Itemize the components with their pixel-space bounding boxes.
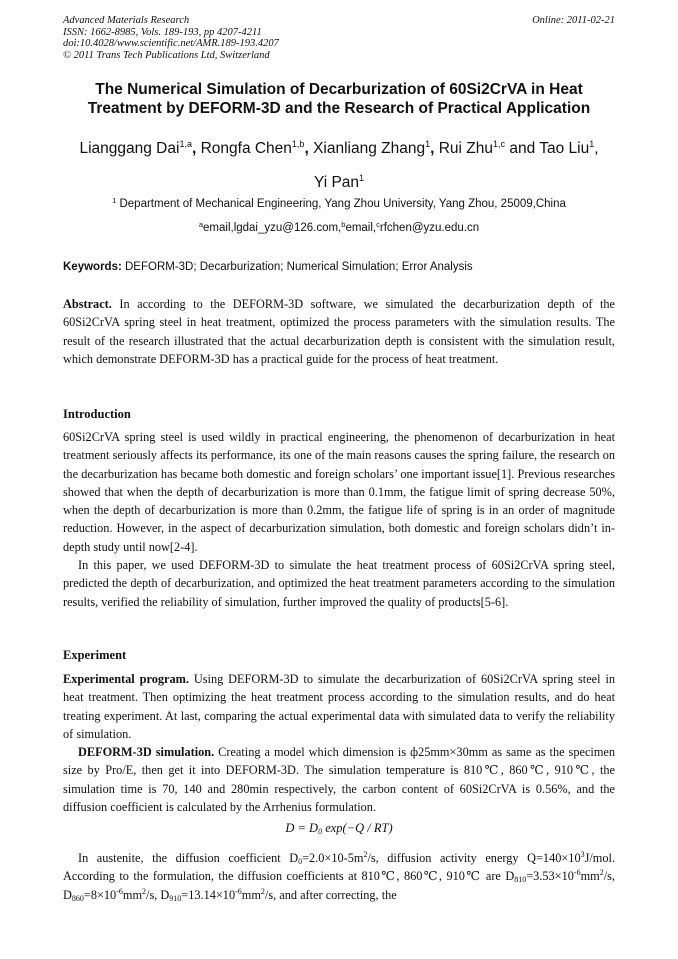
- keywords-text: DEFORM-3D; Decarburization; Numerical Simulation; Error Analysis: [125, 261, 473, 273]
- journal-name: Advanced Materials Research: [63, 15, 190, 26]
- keywords: [63, 261, 615, 273]
- email-line: [30, 222, 648, 234]
- abstract-text: In according to the DEFORM-3D software, we simulated the decarburization depth of the 60Si2CrVA spring steel in heat treatment, optimized the process parameters with the simulation results. The result of the research illustrated that the actual decarburization depth is consistent with the simulation result, which demonstrate DEFORM-3D has a practical guide for the process of heat treatment.: [63, 297, 615, 366]
- title-line-2: Treatment by DEFORM-3D and the Research of Practical Application: [87, 99, 591, 117]
- affiliation: [30, 198, 648, 210]
- abstract-label: Abstract.: [63, 297, 112, 311]
- affiliation-sup: 1: [112, 196, 117, 205]
- section-heading-introduction: Introduction: [63, 407, 131, 421]
- email-sup: a: [198, 220, 204, 229]
- author-line-1: Lianggang Dai$^{1,a}$, Rongfa Chen$^{1,b}$, Xianliang Zhang$^1$, Rui Zhu$^{1,c}$ and Tao Liu$^1$,: [79, 139, 599, 157]
- paper-title: [40, 81, 638, 118]
- affiliation-text: Department of Mechanical Engineering, Yang Zhou University, Yang Zhou, 25009,China: [119, 198, 566, 210]
- arrhenius-formula: $D = D_0$ exp(−Q / RT): [285, 821, 393, 836]
- author-sup: 1: [589, 139, 595, 149]
- author-name: Yi Pan: [313, 174, 360, 191]
- introduction-body: [63, 428, 615, 611]
- author-name: Lianggang Dai: [79, 140, 180, 157]
- author-sup: 1: [425, 139, 431, 149]
- journal-header: [63, 15, 615, 61]
- keywords-label: Keywords:: [63, 261, 122, 273]
- experiment-body: [63, 670, 615, 816]
- author-list: [30, 132, 648, 200]
- abstract: [63, 295, 615, 368]
- issn-line: ISSN: 1662-8985, Vols. 189-193, pp 4207-4211: [63, 26, 262, 38]
- online-date: Online: 2011-02-21: [532, 15, 615, 26]
- diffusion-paragraph: In austenite, the diffusion coefficient $D_0=2.0\times 10-5m^2/s$, diffusion activity energy $Q=140\times 10^3J$/mol. According to the formulation, the diffusion coefficients at 810℃, 860℃, 910℃ are $D_{810}=3.53\times 10^{-6}mm^2/s$, $D_{860}=8\times 10^{-6}mm^2/s$, $D_{910}=13.14\times 10^{-6}mm^2/s$, and after correcting, the: [63, 850, 616, 903]
- author-name: Rui Zhu: [438, 140, 494, 157]
- email-sup: c: [376, 220, 380, 229]
- author-name: Rongfa Chen: [200, 140, 292, 157]
- email-text: email,: [345, 222, 377, 234]
- subheading: Experimental program.: [63, 672, 189, 686]
- subheading: DEFORM-3D simulation.: [78, 745, 215, 760]
- author-sup: 1,c: [493, 139, 506, 149]
- author-sup: 1: [359, 173, 365, 183]
- paragraph: Creating a model which dimension is ф25mm×30mm as same as the specimen size by Pro/E, then get it into DEFORM-3D. The simulation temperature is 810℃, 860℃, 910℃, the simulation time is 70, 140 and 280min respectively, the carbon content of 60Si2CrVA is 0.56%, and the diffusion coefficient is calculated by the Arrhenius formulation.: [63, 745, 615, 815]
- email-link[interactable]: rfchen@yzu.edu.cn: [379, 222, 480, 234]
- paragraph: Using DEFORM-3D to simulate the decarburization of 60Si2CrVA spring steel in heat treatment. Then optimizing the heat treatment process according to the simulation results, and do heat treating experiment. At last, comparing the actual experimental data with simulated data to verify the reliability of simulation.: [63, 672, 616, 741]
- title-line-1: The Numerical Simulation of Decarburization of 60Si2CrVA in Heat: [95, 81, 583, 98]
- author-sup: 1,a: [179, 139, 192, 149]
- author-name: Xianliang Zhang: [313, 140, 426, 157]
- doi-line: doi:10.4028/www.scientific.net/AMR.189-193.4207: [63, 38, 279, 49]
- paragraph: In this paper, we used DEFORM-3D to simulate the heat treatment process of 60Si2CrVA spring steel, predicted the depth of decarburization, and optimized the heat treatment parameters according to the simulation results, verified the reliability of simulation, further improved the quality of products[5-6].: [63, 558, 615, 609]
- author-sup: 1,b: [291, 139, 305, 149]
- paragraph: 60Si2CrVA spring steel is used wildly in practical engineering, the phenomenon of decarburization in heat treatment seriously affects its performance, its one of the main reasons causes the spring failure, the research on the decarburization has became both domestic and foreign scholars’ one important issue[1]. Previous researches showed that when the depth of decarburization is more than 0.1mm, the fatigue limit of spring decrease 50%, when the depth of decarburization is more than 0.2mm, the fatigue life of spring is in an order of magnitude reduction. However, in the aspect of decarburization simulation, both domestic and foreign scholars didn’t in-depth study until now[2-4].: [63, 430, 615, 554]
- author-name: Tao Liu: [539, 140, 590, 157]
- section-heading-experiment: Experiment: [63, 648, 127, 662]
- email-sup: b: [341, 220, 346, 229]
- copyright-line: © 2011 Trans Tech Publications Ltd, Switzerland: [63, 49, 270, 61]
- author-line-2: [30, 166, 648, 200]
- email-link[interactable]: email,lgdai_yzu@126.com,: [203, 222, 342, 234]
